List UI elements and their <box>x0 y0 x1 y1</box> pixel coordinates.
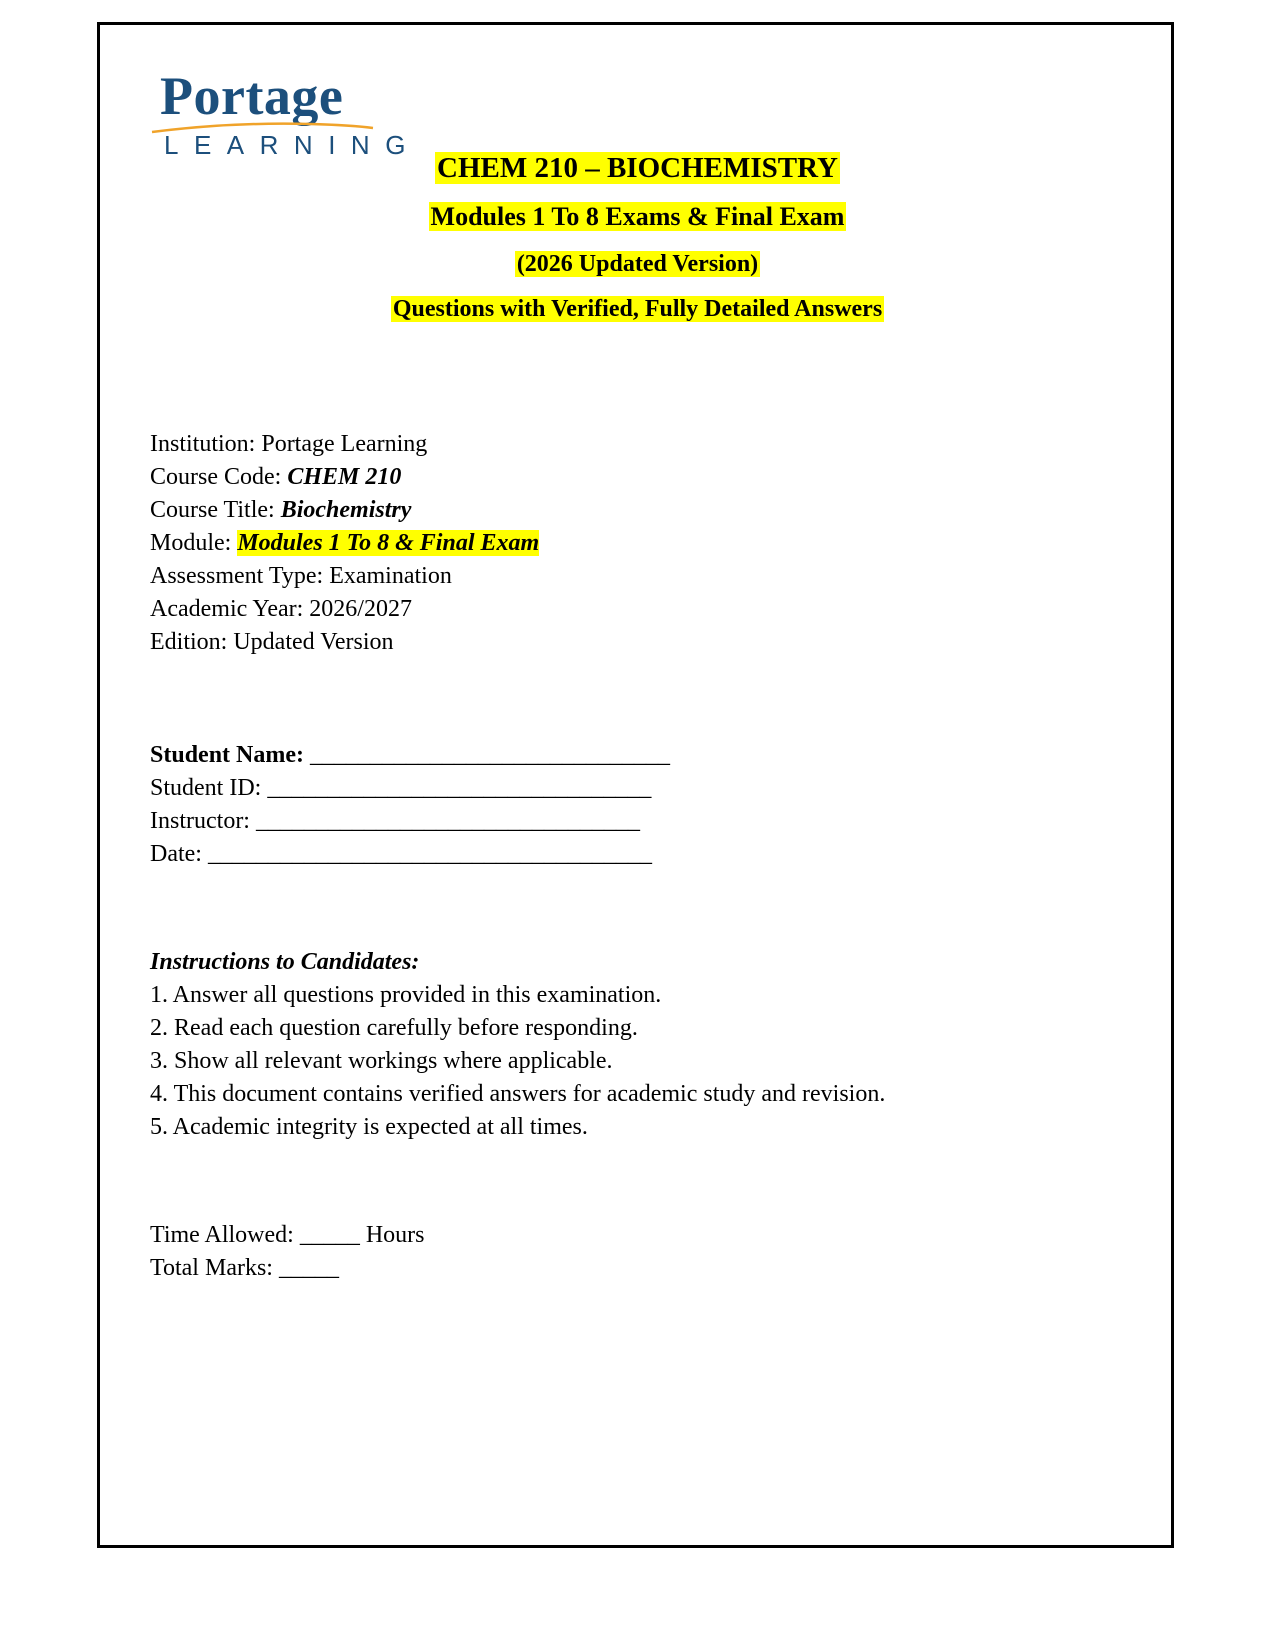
instructor-field: ________________________________ <box>255 808 640 834</box>
course-code-value: CHEM 210 <box>287 464 402 490</box>
tagline: Questions with Verified, Fully Detailed Answers <box>392 296 883 322</box>
instructions-heading: Instructions to Candidates: <box>150 949 420 975</box>
date-field: _____________________________________ <box>207 841 652 867</box>
institution-label: Institution: <box>150 431 262 457</box>
logo-wordmark: Portage <box>160 66 344 126</box>
course-info-block <box>150 428 539 659</box>
academic-year-value: 2026/2027 <box>309 596 412 622</box>
academic-year-label: Academic Year: <box>150 596 310 622</box>
student-id-field: ________________________________ <box>267 775 652 801</box>
instruction-item: 2. Read each question carefully before responding. <box>150 1015 638 1041</box>
institution-row <box>150 428 539 461</box>
version-line <box>100 249 1175 279</box>
total-marks-row <box>150 1252 424 1285</box>
assessment-type-value: Examination <box>329 563 452 589</box>
course-title-row <box>150 494 539 527</box>
student-name-label: Student Name: <box>150 742 310 768</box>
assessment-type-label: Assessment Type: <box>150 563 330 589</box>
academic-year-row <box>150 593 539 626</box>
course-title-line <box>100 150 1175 186</box>
module-value: Modules 1 To 8 & Final Exam <box>237 530 540 556</box>
student-id-label: Student ID: <box>150 775 268 801</box>
logo-subtext: LEARNING <box>164 130 421 160</box>
instructions-block <box>150 946 885 1144</box>
instruction-item: 5. Academic integrity is expected at all times. <box>150 1114 588 1140</box>
instructor-row <box>150 805 670 838</box>
course-title-value: Biochemistry <box>280 497 412 523</box>
institution-value: Portage Learning <box>261 431 428 457</box>
version-label: (2026 Updated Version) <box>516 251 759 277</box>
course-code-label: Course Code: <box>150 464 288 490</box>
time-allowed-field: _____ <box>299 1222 360 1248</box>
student-details-block <box>150 739 670 871</box>
assessment-type-row <box>150 560 539 593</box>
course-title-label: Course Title: <box>150 497 281 523</box>
module-row <box>150 527 539 560</box>
time-allowed-unit: Hours <box>359 1222 425 1248</box>
tagline-line <box>100 294 1175 324</box>
date-row <box>150 838 670 871</box>
subtitle-line <box>100 201 1175 233</box>
time-allowed-row <box>150 1219 424 1252</box>
course-title: CHEM 210 – BIOCHEMISTRY <box>437 152 838 184</box>
instruction-item: 3. Show all relevant workings where applicable. <box>150 1048 613 1074</box>
instructor-label: Instructor: <box>150 808 256 834</box>
time-allowed-label: Time Allowed: <box>150 1222 300 1248</box>
instruction-item: 1. Answer all questions provided in this examination. <box>150 982 662 1008</box>
student-name-row <box>150 739 670 772</box>
total-marks-label: Total Marks: <box>150 1255 279 1281</box>
exam-meta-block <box>150 1219 424 1285</box>
edition-label: Edition: <box>150 629 234 655</box>
module-label: Module: <box>150 530 238 556</box>
student-id-row <box>150 772 670 805</box>
course-code-row <box>150 461 539 494</box>
total-marks-field: _____ <box>278 1255 339 1281</box>
instruction-item: 4. This document contains verified answers for academic study and revision. <box>150 1081 886 1107</box>
exam-subtitle: Modules 1 To 8 Exams & Final Exam <box>430 202 845 231</box>
student-name-field: ______________________________ <box>310 742 670 768</box>
date-label: Date: <box>150 841 208 867</box>
edition-value: Updated Version <box>233 629 394 655</box>
edition-row <box>150 626 539 659</box>
portage-learning-logo <box>150 66 421 160</box>
